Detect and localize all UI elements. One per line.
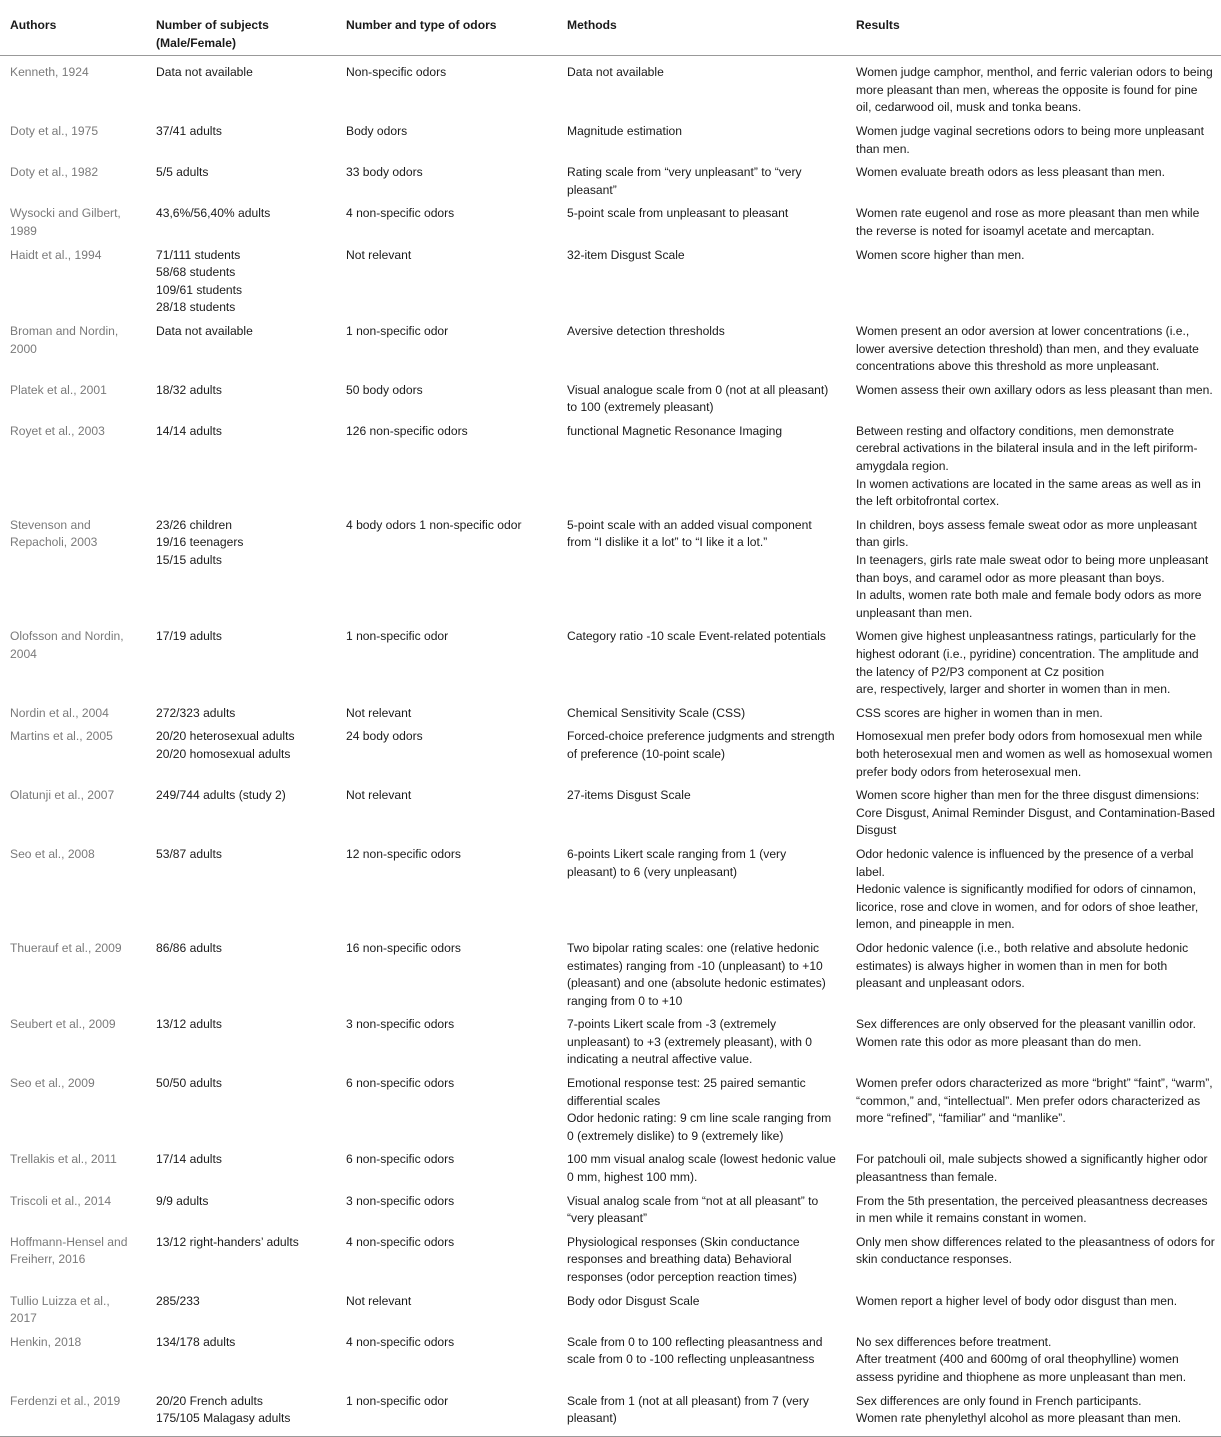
subjects-text: 13/12 adults: [156, 1017, 222, 1032]
results-text: Only men show differences related to the pleasantness of odors for skin conductance responses.: [856, 1234, 1215, 1267]
odors-cell: [336, 161, 557, 202]
subjects-cell: [146, 625, 336, 701]
odors-text: 1 non-specific odor: [346, 1393, 449, 1408]
subjects-cell: [146, 320, 336, 379]
subjects-text: 53/87 adults: [156, 846, 222, 861]
header-results: Results: [846, 0, 1221, 56]
results-cell: [846, 1148, 1221, 1189]
table-row: [0, 56, 1221, 120]
header-number-and-type-of-odors: Number and type of odors: [336, 0, 557, 56]
odors-text: 6 non-specific odors: [346, 1152, 455, 1167]
odors-cell: [336, 1390, 557, 1437]
methods-text: 5-point scale with an added visual component from “I dislike it a lot” to “I like it a lot.”: [567, 517, 812, 550]
methods-cell: [557, 625, 846, 701]
results-text: Women prefer odors characterized as more “bright” “faint”, “warm”, “common,” and, “intellectual”. Men prefer odors characterized as more “refined”, “familiar” and “manlike”.: [856, 1076, 1213, 1126]
subjects-cell: [146, 1390, 336, 1437]
results-cell: [846, 1290, 1221, 1331]
odors-text: 4 non-specific odors: [346, 1334, 455, 1349]
subjects-text: 109/61 students: [156, 282, 243, 297]
subjects-text: 249/744 adults (study 2): [156, 788, 286, 803]
odors-text: Body odors: [346, 123, 408, 138]
odors-cell: [336, 702, 557, 726]
subjects-text: Data not available: [156, 323, 253, 338]
results-text: In teenagers, girls rate male sweat odor to being more unpleasant than boys, and caramel odor as more pleasant than boys.: [856, 553, 1209, 585]
odors-text: 126 non-specific odors: [346, 423, 468, 438]
author-text: Doty et al., 1982: [10, 165, 99, 180]
methods-text: Emotional response test: 25 paired semantic differential scales: [567, 1076, 806, 1108]
author-text: Royet et al., 2003: [10, 423, 105, 438]
subjects-text: 71/111 students: [156, 247, 241, 262]
results-cell: [846, 784, 1221, 843]
author-text: Tullio Luizza et al., 2017: [10, 1293, 110, 1326]
results-cell: [846, 1390, 1221, 1437]
table-row: [0, 1231, 1221, 1290]
table-row: [0, 1390, 1221, 1437]
table-row: [0, 702, 1221, 726]
subjects-text: 23/26 children: [156, 517, 232, 532]
odors-cell: [336, 725, 557, 784]
author-cell: [0, 625, 146, 701]
subjects-text: 43,6%/56,40% adults: [156, 206, 271, 221]
methods-cell: [557, 56, 846, 120]
subjects-text: 272/323 adults: [156, 705, 236, 720]
methods-cell: [557, 1148, 846, 1189]
results-text: Women rate phenylethyl alcohol as more pleasant than men.: [856, 1411, 1182, 1426]
table-row: [0, 1190, 1221, 1231]
header-number-of-subjects: Number of subjects (Male/Female): [146, 0, 336, 56]
methods-text: Chemical Sensitivity Scale (CSS): [567, 705, 746, 720]
author-text: Seubert et al., 2009: [10, 1017, 116, 1032]
odors-text: 6 non-specific odors: [346, 1076, 455, 1091]
author-text: Wysocki and Gilbert, 1989: [10, 206, 121, 238]
author-cell: [0, 244, 146, 320]
methods-cell: [557, 320, 846, 379]
odors-cell: [336, 514, 557, 626]
table-row: [0, 420, 1221, 514]
odors-cell: [336, 244, 557, 320]
results-text: are, respectively, larger and shorter in women than in men.: [856, 682, 1171, 697]
table-row: [0, 379, 1221, 420]
table-body: [0, 56, 1221, 1437]
results-text: Women score higher than men for the three disgust dimensions: Core Disgust, Animal Reminder Disgust, and Contamination-Based Disgust: [856, 788, 1215, 838]
methods-cell: [557, 120, 846, 161]
methods-cell: [557, 202, 846, 243]
odors-cell: [336, 1013, 557, 1072]
table-row: [0, 1013, 1221, 1072]
results-cell: [846, 843, 1221, 937]
results-text: No sex differences before treatment.: [856, 1334, 1052, 1349]
author-cell: [0, 1331, 146, 1390]
methods-cell: [557, 1190, 846, 1231]
methods-text: 7-points Likert scale from -3 (extremely unpleasant) to +3 (extremely pleasant), with 0 indicating a neutral affective value.: [567, 1017, 813, 1067]
results-cell: [846, 514, 1221, 626]
odors-text: Not relevant: [346, 247, 412, 262]
results-text: Women present an odor aversion at lower concentrations (i.e., lower aversive detection threshold) than men, and they evaluate concentrations above this threshold as more unpleasant.: [856, 323, 1199, 374]
methods-text: 5-point scale from unpleasant to pleasant: [567, 206, 789, 221]
subjects-text: 14/14 adults: [156, 423, 222, 438]
methods-text: functional Magnetic Resonance Imaging: [567, 423, 783, 438]
methods-text: Scale from 0 to 100 reflecting pleasantness and scale from 0 to -100 reflecting unpleasantness: [567, 1334, 823, 1367]
author-cell: [0, 1290, 146, 1331]
author-cell: [0, 1148, 146, 1189]
results-text: For patchouli oil, male subjects showed a significantly higher odor pleasantness than female.: [856, 1152, 1208, 1185]
results-cell: [846, 56, 1221, 120]
author-cell: [0, 1190, 146, 1231]
author-cell: [0, 784, 146, 843]
author-text: Haidt et al., 1994: [10, 247, 102, 262]
subjects-cell: [146, 937, 336, 1013]
subjects-text: 175/105 Malagasy adults: [156, 1411, 291, 1426]
results-text: Odor hedonic valence is influenced by the presence of a verbal label.: [856, 846, 1194, 879]
methods-text: 32-item Disgust Scale: [567, 247, 685, 262]
subjects-cell: [146, 1290, 336, 1331]
results-text: Women judge vaginal secretions odors to being more unpleasant than men.: [856, 123, 1205, 156]
methods-text: Aversive detection thresholds: [567, 323, 725, 338]
results-text: Homosexual men prefer body odors from homosexual men while both heterosexual men and women as well as homosexual women prefer body odors from heterosexual men.: [856, 729, 1213, 779]
author-cell: [0, 1231, 146, 1290]
odors-cell: [336, 784, 557, 843]
results-text: After treatment (400 and 600mg of oral theophylline) women assess pyridine and thiophene as more unpleasant than men.: [856, 1352, 1187, 1384]
odors-cell: [336, 1190, 557, 1231]
methods-cell: [557, 843, 846, 937]
subjects-text: 19/16 teenagers: [156, 535, 244, 550]
subjects-text: 285/233: [156, 1293, 200, 1308]
subjects-text: 9/9 adults: [156, 1193, 209, 1208]
subjects-cell: [146, 1013, 336, 1072]
author-cell: [0, 420, 146, 514]
subjects-cell: [146, 56, 336, 120]
author-text: Hoffmann-Hensel and Freiherr, 2016: [10, 1234, 128, 1267]
results-cell: [846, 379, 1221, 420]
subjects-cell: [146, 120, 336, 161]
odors-cell: [336, 937, 557, 1013]
table-row: [0, 161, 1221, 202]
methods-cell: [557, 1013, 846, 1072]
odors-text: 50 body odors: [346, 382, 423, 397]
methods-cell: [557, 1390, 846, 1437]
author-cell: [0, 1072, 146, 1148]
odors-text: 4 non-specific odors: [346, 206, 455, 221]
methods-cell: [557, 1231, 846, 1290]
subjects-cell: [146, 1231, 336, 1290]
results-text: Women evaluate breath odors as less pleasant than men.: [856, 165, 1166, 180]
subjects-cell: [146, 1072, 336, 1148]
author-cell: [0, 514, 146, 626]
odors-cell: [336, 1231, 557, 1290]
results-cell: [846, 1072, 1221, 1148]
methods-text: Body odor Disgust Scale: [567, 1293, 700, 1308]
results-text: Women judge camphor, menthol, and ferric valerian odors to being more pleasant than men, whereas the opposite is found for pine oil, cedarwood oil, musk and tonka beans.: [856, 65, 1213, 115]
subjects-text: 134/178 adults: [156, 1334, 236, 1349]
results-cell: [846, 202, 1221, 243]
methods-text: Magnitude estimation: [567, 123, 682, 138]
methods-text: 27-items Disgust Scale: [567, 788, 691, 803]
odors-cell: [336, 1331, 557, 1390]
odors-cell: [336, 1290, 557, 1331]
table-row: [0, 120, 1221, 161]
methods-cell: [557, 702, 846, 726]
methods-cell: [557, 514, 846, 626]
odors-text: 1 non-specific odor: [346, 323, 449, 338]
results-cell: [846, 725, 1221, 784]
subjects-text: 15/15 adults: [156, 553, 222, 568]
author-text: Henkin, 2018: [10, 1334, 82, 1349]
subjects-cell: [146, 725, 336, 784]
subjects-text: Data not available: [156, 65, 253, 80]
odors-text: 3 non-specific odors: [346, 1193, 455, 1208]
table-row: [0, 244, 1221, 320]
methods-text: Odor hedonic rating: 9 cm line scale ranging from 0 (extremely dislike) to 9 (extremely like): [567, 1111, 832, 1143]
author-cell: [0, 725, 146, 784]
methods-cell: [557, 420, 846, 514]
odors-text: 12 non-specific odors: [346, 846, 461, 861]
methods-cell: [557, 379, 846, 420]
author-cell: [0, 843, 146, 937]
subjects-cell: [146, 1190, 336, 1231]
results-cell: [846, 244, 1221, 320]
table-row: [0, 1290, 1221, 1331]
odors-cell: [336, 379, 557, 420]
results-text: Sex differences are only observed for the pleasant vanillin odor.: [856, 1017, 1196, 1032]
results-text: Women report a higher level of body odor disgust than men.: [856, 1293, 1178, 1308]
author-text: Broman and Nordin, 2000: [10, 323, 119, 356]
odors-cell: [336, 625, 557, 701]
results-cell: [846, 625, 1221, 701]
author-text: Ferdenzi et al., 2019: [10, 1393, 121, 1408]
subjects-text: 17/14 adults: [156, 1152, 222, 1167]
author-cell: [0, 1013, 146, 1072]
odors-text: 1 non-specific odor: [346, 629, 449, 644]
subjects-text: 28/18 students: [156, 300, 236, 315]
subjects-cell: [146, 379, 336, 420]
results-cell: [846, 702, 1221, 726]
odors-cell: [336, 320, 557, 379]
author-cell: [0, 1390, 146, 1437]
subjects-text: 20/20 French adults: [156, 1393, 263, 1408]
subjects-cell: [146, 1331, 336, 1390]
author-cell: [0, 120, 146, 161]
table-row: [0, 843, 1221, 937]
subjects-text: 20/20 heterosexual adults: [156, 729, 295, 744]
author-text: Olofsson and Nordin, 2004: [10, 629, 124, 661]
subjects-text: 86/86 adults: [156, 940, 222, 955]
methods-cell: [557, 1290, 846, 1331]
author-cell: [0, 702, 146, 726]
subjects-cell: [146, 843, 336, 937]
table-row: [0, 1331, 1221, 1390]
table-row: [0, 202, 1221, 243]
odors-cell: [336, 56, 557, 120]
table-row: [0, 725, 1221, 784]
table-row: [0, 1072, 1221, 1148]
odors-text: 16 non-specific odors: [346, 940, 461, 955]
results-text: Hedonic valence is significantly modified for odors of cinnamon, licorice, rose and clove in women, and for odors of shoe leather, lemon, and pineapple in men.: [856, 882, 1199, 932]
results-cell: [846, 320, 1221, 379]
subjects-cell: [146, 784, 336, 843]
subjects-cell: [146, 1148, 336, 1189]
odors-cell: [336, 120, 557, 161]
results-text: Women rate eugenol and rose as more pleasant than men while the reverse is noted for isoamyl acetate and mercaptan.: [856, 206, 1200, 238]
results-text: Women rate this odor as more pleasant than do men.: [856, 1034, 1142, 1049]
results-cell: [846, 161, 1221, 202]
methods-text: Scale from 1 (not at all pleasant) from 7 (very pleasant): [567, 1393, 809, 1426]
results-text: Women give highest unpleasantness ratings, particularly for the highest odorant (i.e., pyridine) concentration. The amplitude and the latency of P2/P3 component at Cz position: [856, 629, 1199, 679]
table-row: [0, 514, 1221, 626]
author-text: Kenneth, 1924: [10, 65, 89, 80]
author-text: Thuerauf et al., 2009: [10, 940, 122, 955]
author-text: Triscoli et al., 2014: [10, 1193, 112, 1208]
subjects-cell: [146, 202, 336, 243]
author-text: Trellakis et al., 2011: [10, 1152, 117, 1167]
author-text: Nordin et al., 2004: [10, 705, 109, 720]
author-text: Seo et al., 2008: [10, 846, 95, 861]
methods-cell: [557, 161, 846, 202]
odors-text: Not relevant: [346, 705, 412, 720]
subjects-cell: [146, 420, 336, 514]
odors-cell: [336, 1072, 557, 1148]
author-text: Olatunji et al., 2007: [10, 788, 115, 803]
odors-cell: [336, 843, 557, 937]
header-authors: Authors: [0, 0, 146, 56]
author-text: Platek et al., 2001: [10, 382, 107, 397]
subjects-text: 18/32 adults: [156, 382, 222, 397]
author-cell: [0, 202, 146, 243]
header-row: [0, 0, 1221, 56]
table-row: [0, 937, 1221, 1013]
odors-text: 4 body odors 1 non-specific odor: [346, 517, 522, 532]
subjects-cell: [146, 161, 336, 202]
author-cell: [0, 379, 146, 420]
methods-text: 6-points Likert scale ranging from 1 (very pleasant) to 6 (very unpleasant): [567, 846, 787, 879]
results-text: From the 5th presentation, the perceived pleasantness decreases in men while it remains constant in women.: [856, 1193, 1208, 1226]
subjects-cell: [146, 244, 336, 320]
table-header: [0, 0, 1221, 56]
author-text: Stevenson and Repacholi, 2003: [10, 517, 98, 550]
methods-text: Physiological responses (Skin conductance responses and breathing data) Behavioral responses (odor perception reaction times): [567, 1234, 800, 1284]
subjects-cell: [146, 702, 336, 726]
odors-cell: [336, 1148, 557, 1189]
methods-cell: [557, 1072, 846, 1148]
methods-cell: [557, 784, 846, 843]
results-text: Women score higher than men.: [856, 247, 1025, 262]
methods-text: Visual analogue scale from 0 (not at all pleasant) to 100 (extremely pleasant): [567, 382, 829, 415]
methods-cell: [557, 725, 846, 784]
methods-cell: [557, 1331, 846, 1390]
table-row: [0, 1148, 1221, 1189]
results-cell: [846, 1231, 1221, 1290]
odors-text: 3 non-specific odors: [346, 1017, 455, 1032]
odors-text: Non-specific odors: [346, 65, 447, 80]
author-cell: [0, 320, 146, 379]
subjects-text: 37/41 adults: [156, 123, 222, 138]
methods-cell: [557, 937, 846, 1013]
results-cell: [846, 937, 1221, 1013]
odors-text: 24 body odors: [346, 729, 423, 744]
methods-text: Data not available: [567, 65, 664, 80]
results-text: In women activations are located in the same areas as well as in the left orbitofrontal cortex.: [856, 476, 1201, 509]
header-methods: Methods: [557, 0, 846, 56]
author-text: Martins et al., 2005: [10, 729, 113, 744]
results-cell: [846, 1331, 1221, 1390]
subjects-text: 20/20 homosexual adults: [156, 746, 291, 761]
author-cell: [0, 56, 146, 120]
results-text: In adults, women rate both male and female body odors as more unpleasant than men.: [856, 588, 1202, 620]
methods-cell: [557, 244, 846, 320]
subjects-cell: [146, 514, 336, 626]
subjects-text: 17/19 adults: [156, 629, 222, 644]
results-text: Women assess their own axillary odors as less pleasant than men.: [856, 382, 1213, 397]
table-row: [0, 784, 1221, 843]
subjects-text: 58/68 students: [156, 265, 236, 280]
subjects-text: 13/12 right-handers’ adults: [156, 1234, 299, 1249]
methods-text: Two bipolar rating scales: one (relative hedonic estimates) ranging from -10 (unpleasant) to +10 (pleasant) and one (absolute hedonic estimates) ranging from 0 to +10: [567, 940, 826, 1008]
subjects-text: 5/5 adults: [156, 165, 209, 180]
results-cell: [846, 1190, 1221, 1231]
methods-text: 100 mm visual analog scale (lowest hedonic value 0 mm, highest 100 mm).: [567, 1152, 836, 1185]
results-cell: [846, 120, 1221, 161]
author-cell: [0, 161, 146, 202]
odors-text: 4 non-specific odors: [346, 1234, 455, 1249]
methods-text: Rating scale from “very unpleasant” to “very pleasant”: [567, 165, 802, 197]
methods-text: Forced-choice preference judgments and strength of preference (10-point scale): [567, 729, 835, 761]
table-row: [0, 320, 1221, 379]
results-text: Between resting and olfactory conditions, men demonstrate cerebral activations in the bilateral insula and in the left piriform-amygdala region.: [856, 423, 1198, 474]
odors-cell: [336, 420, 557, 514]
odors-text: Not relevant: [346, 1293, 412, 1308]
odors-cell: [336, 202, 557, 243]
methods-text: Visual analog scale from “not at all pleasant” to “very pleasant”: [567, 1193, 819, 1226]
subjects-text: 50/50 adults: [156, 1076, 222, 1091]
results-cell: [846, 1013, 1221, 1072]
author-cell: [0, 937, 146, 1013]
odors-text: Not relevant: [346, 788, 412, 803]
results-text: Odor hedonic valence (i.e., both relative and absolute hedonic estimates) is always higher in women than in men for both pleasant and unpleasant odors.: [856, 940, 1189, 991]
odors-text: 33 body odors: [346, 165, 423, 180]
results-text: CSS scores are higher in women than in men.: [856, 705, 1103, 720]
author-text: Doty et al., 1975: [10, 123, 99, 138]
table-row: [0, 625, 1221, 701]
author-text: Seo et al., 2009: [10, 1076, 95, 1091]
methods-text: Category ratio -10 scale Event-related potentials: [567, 629, 826, 644]
results-text: Sex differences are only found in French participants.: [856, 1393, 1142, 1408]
results-cell: [846, 420, 1221, 514]
results-text: In children, boys assess female sweat odor as more unpleasant than girls.: [856, 517, 1197, 550]
